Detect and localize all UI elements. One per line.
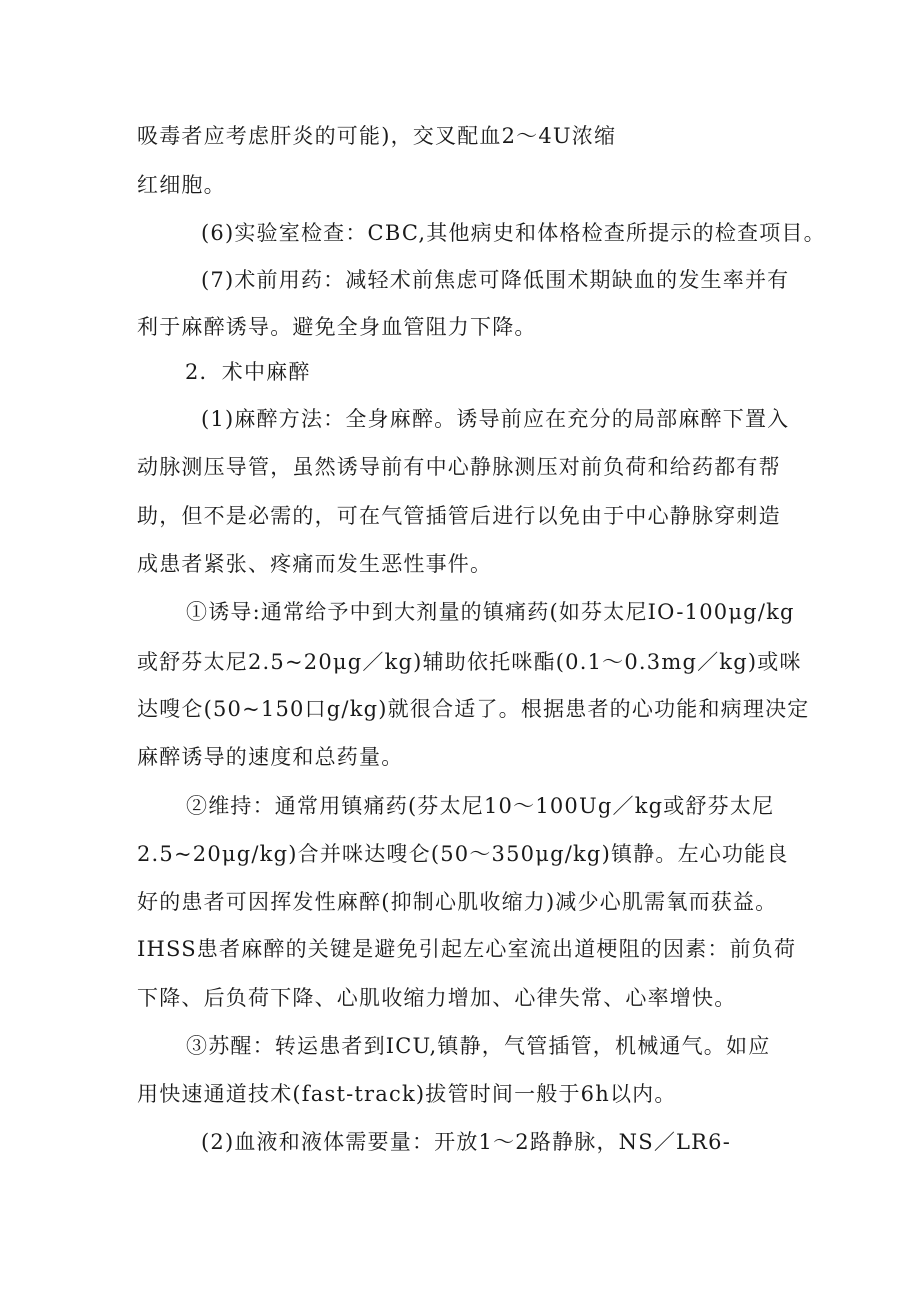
text-line-20: ③苏醒：转运患者到ICU,镇静，气管插管，机械通气。如应 <box>186 1034 771 1058</box>
text-line-5: 利于麻醉诱导。避免全身血管阻力下降。 <box>137 315 537 339</box>
text-line-18: IHSS患者麻醉的关键是避免引起左心室流出道梗阻的因素：前负荷 <box>137 937 797 961</box>
text-line-13: 达嗖仑(50~150口g/kg)就很合适了。根据患者的心功能和病理决定 <box>137 697 810 721</box>
text-line-22: (2)血液和液体需要量：开放1～2路静脉，NS／LR6- <box>201 1130 732 1154</box>
text-line-12: 或舒芬太尼2.5~20μg／kg)辅助依托咪酯(0.1～0.3mg／kg)或咪 <box>137 650 802 674</box>
text-line-14: 麻醉诱导的速度和总药量。 <box>137 745 404 769</box>
text-line-10: 成患者紧张、疼痛而发生恶性事件。 <box>137 552 493 576</box>
text-line-17: 好的患者可因挥发性麻醉(抑制心肌收缩力)减少心肌需氧而获益。 <box>137 890 778 914</box>
text-line-21: 用快速通道技术(fast-track)拔管时间一般于6h以内。 <box>137 1082 677 1106</box>
text-line-7: (1)麻醉方法：全身麻醉。诱导前应在充分的局部麻醉下置入 <box>201 407 790 431</box>
text-line-1: 吸毒者应考虑肝炎的可能)，交叉配血2～4U浓缩 <box>137 124 617 148</box>
text-line-16: 2.5~20μg/kg)合并咪达嗖仑(50～350μg/kg)镇静。左心功能良 <box>137 842 789 866</box>
text-line-11: ①诱导:通常给予中到大剂量的镇痛药(如芬太尼IO-100μg/kg <box>186 600 795 624</box>
section-heading: 2．术中麻醉 <box>185 360 311 384</box>
text-line-4: (7)术前用药：减轻术前焦虑可降低围术期缺血的发生率并有 <box>201 268 790 292</box>
text-line-8: 动脉测压导管，虽然诱导前有中心静脉测压对前负荷和给药都有帮 <box>137 455 781 479</box>
text-line-2: 红细胞。 <box>137 173 226 197</box>
text-line-3: (6)实验室检查：CBC,其他病史和体格检查所提示的检查项目。 <box>201 221 826 245</box>
text-line-15: ②维持：通常用镇痛药(芬太尼10～100Ug／kg或舒芬太尼 <box>186 794 775 818</box>
text-line-19: 下降、后负荷下降、心肌收缩力增加、心律失常、心率增快。 <box>137 986 737 1010</box>
text-line-9: 助，但不是必需的，可在气管插管后进行以免由于中心静脉穿刺造 <box>137 504 781 528</box>
